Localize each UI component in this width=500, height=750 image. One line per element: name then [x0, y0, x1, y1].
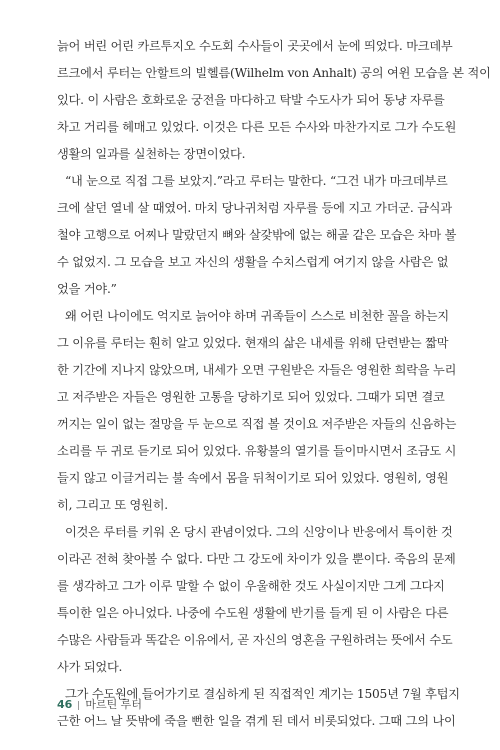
text-line: 철야 고행으로 어찌나 말랐던지 뼈와 살갗밖에 없는 해골 같은 모습은 차마 볼	[57, 228, 457, 242]
text-line: 근한 어느 날 뜻밖에 죽을 뻔한 일을 겪게 된 데서 비롯되었다. 그때 그의 나이	[57, 714, 456, 728]
page-number: 46	[57, 698, 73, 711]
text-line: 르크에서 루터는 안할트의 빌헬름(Wilhelm von Anhalt) 공의 여윈 모습을 본 적이	[57, 66, 491, 80]
text-line: 었을 거야.”	[57, 282, 117, 296]
text-line: “내 눈으로 직접 그를 보았지.”라고 루터는 말한다. “그건 내가 마크데부르	[65, 174, 448, 188]
paragraph	[57, 519, 456, 681]
text-line: 꺼지는 일이 없는 절망을 두 눈으로 직접 볼 것이요 저주받은 자들의 신음하는	[57, 417, 457, 431]
paragraph	[57, 303, 457, 519]
text-line: 한 기간에 지나지 않았으며, 내세가 오면 구원받은 자들은 영원한 희락을 누리	[57, 363, 457, 377]
text-line: 수 없었지. 그 모습을 보고 자신의 생활을 수치스럽게 여기지 않을 사람은 없	[57, 255, 449, 269]
text-line: 그가 수도원에 들어가기로 결심하게 된 직접적인 계기는 1505년 7월 후텁지	[65, 687, 460, 701]
page-footer	[57, 697, 142, 713]
text-line: 왜 어린 나이에도 억지로 늙어야 하며 귀족들이 스스로 비천한 꼴을 하는지	[65, 309, 449, 323]
text-line: 있다. 이 사람은 호화로운 궁전을 마다하고 탁발 수도사가 되어 동냥 자루를	[57, 93, 445, 107]
footer-divider	[78, 701, 79, 710]
text-line: 그 이유를 루터는 훤히 알고 있었다. 현재의 삶은 내세를 위해 단련받는 짧막	[57, 336, 449, 350]
text-line: 생활의 일과를 실천하는 장면이었다.	[57, 147, 246, 161]
running-title: 마르틴 루터	[85, 698, 142, 711]
text-line: 고 저주받은 자들은 영원한 고통을 당하기로 되어 있었다. 그때가 되면 결코	[57, 390, 445, 404]
body-text	[57, 33, 491, 735]
text-line: 를 생각하고 그가 이루 말할 수 없이 우울해한 것도 사실이지만 그게 그다지	[57, 579, 445, 593]
text-line: 수많은 사람들과 똑같은 이유에서, 곧 자신의 영혼을 구원하려는 뜻에서 수도	[57, 633, 453, 647]
text-line: 이것은 루터를 키워 온 당시 관념이었다. 그의 신앙이나 반응에서 특이한 것	[65, 525, 453, 539]
paragraph	[57, 168, 457, 303]
paragraph	[57, 33, 491, 168]
text-line: 특이한 일은 아니었다. 나중에 수도원 생활에 반기를 들게 된 이 사람은 다른	[57, 606, 449, 620]
text-line: 들지 않고 이글거리는 불 속에서 몸을 뒤척이기로 되어 있었다. 영원히, 영원	[57, 471, 449, 485]
text-line: 이라곤 전혀 찾아볼 수 없다. 다만 그 강도에 차이가 있을 뿐이다. 죽음의 문제	[57, 552, 456, 566]
text-line: 히, 그리고 또 영원히.	[57, 498, 168, 512]
text-line: 차고 거리를 헤매고 있었다. 이것은 다른 모든 수사와 마찬가지로 그가 수도원	[57, 120, 457, 134]
text-line: 크에 살던 열네 살 때였어. 마치 당나귀처럼 자루를 등에 지고 가더군. 금식과	[57, 201, 452, 215]
text-line: 늙어 버린 어린 카르투지오 수도회 수사들이 곳곳에서 눈에 띄었다. 마크데부	[57, 39, 453, 53]
text-line: 사가 되었다.	[57, 660, 123, 674]
text-line: 소리를 두 귀로 듣기로 되어 있었다. 유황불의 열기를 들이마시면서 조금도 시	[57, 444, 457, 458]
